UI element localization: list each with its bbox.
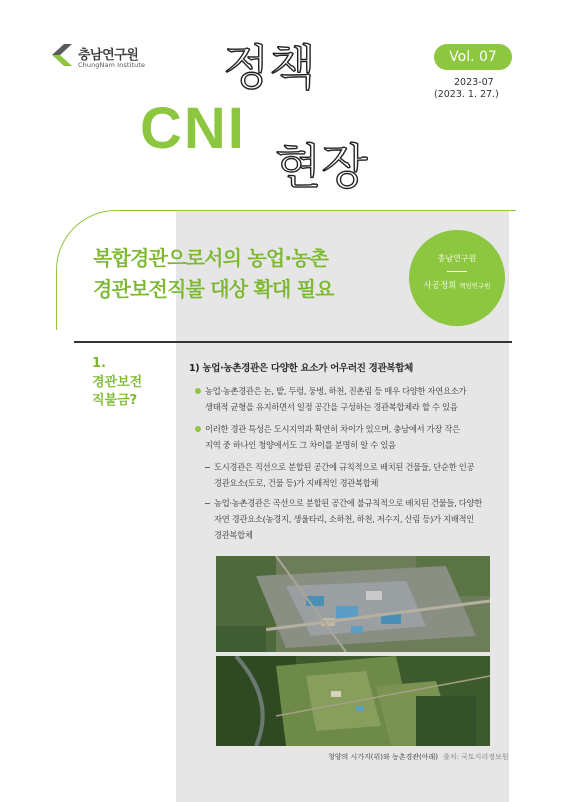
org-name-en: ChungNam Institute	[78, 61, 146, 69]
dash-text-line: 경관요소(도로, 건물 등)가 지배적인 경관복합체	[214, 478, 379, 488]
section-divider	[74, 341, 512, 343]
bullet-dot-icon	[195, 388, 201, 394]
dash-mark: −	[204, 462, 211, 472]
bullet-item	[205, 421, 498, 453]
caption-text: 청양의 시가지(위)와 농촌경관(아래)	[328, 753, 439, 761]
bullet-text-line: 생태적 균형을 유지하면서 일정 공간을 구성하는 경관복합체라 할 수 있음	[205, 402, 458, 412]
headline-line-1: 복합경관으로서의 농업·농촌	[93, 246, 329, 270]
section-title	[92, 374, 142, 410]
dash-mark: −	[204, 498, 211, 508]
title-korean-2: 현장	[275, 139, 368, 195]
bullet-text-line: 농업·농촌경관은 논, 밭, 두렁, 둥벙, 하천, 진촌림 등 매우 다양한 자연요소가	[205, 386, 467, 396]
author-divider	[447, 271, 467, 272]
headline-line-2: 경관보전직불 대상 확대 필요	[93, 277, 334, 301]
org-name: 충남연구원	[78, 48, 139, 63]
publication-title	[140, 36, 410, 196]
title-korean-1: 정책	[223, 40, 316, 96]
author-badge	[409, 230, 505, 326]
dash-item	[204, 495, 504, 543]
bullet-item	[205, 383, 498, 415]
bullet-text-line: 지역 중 하나인 청양에서도 그 차이를 분명히 알 수 있음	[205, 440, 396, 450]
bullet-text-line: 이러한 경관 특성은 도시지역과 확연히 차이가 있으며, 충남에서 가장 작은	[205, 424, 460, 434]
photo-caption	[328, 752, 509, 762]
author-role: 책임연구원	[459, 282, 491, 290]
issue-code: 2023-07	[454, 77, 494, 88]
rural-aerial-photo	[216, 656, 490, 746]
dash-item	[204, 459, 504, 491]
cni-logo-icon	[52, 44, 72, 66]
headline	[93, 243, 334, 305]
section-title-line-1: 경관보전	[92, 375, 143, 390]
issue-info	[434, 77, 530, 101]
dash-text-line: 도시경관은 직선으로 분할된 공간에 규칙적으로 배치된 건물들, 단순한 인공	[214, 462, 475, 472]
author-name: 사공정희	[423, 281, 457, 291]
bullet-dot-icon	[195, 426, 201, 432]
volume-badge: Vol. 07	[434, 44, 512, 70]
issue-date: (2023. 1. 27.)	[434, 89, 499, 100]
dash-text-line: 경관복합체	[214, 530, 253, 540]
title-latin: CNI	[140, 96, 246, 161]
author-org: 충남연구원	[437, 254, 477, 263]
subheading: 1) 농업·농촌경관은 다양한 요소가 어우러진 경관복합체	[189, 363, 413, 374]
section-title-line-2: 직불금?	[92, 393, 138, 408]
caption-source: 출처: 국토지리정보원	[443, 753, 509, 761]
dash-text-line: 자연 경관요소(농경지, 생울타리, 소하천, 하천, 저수지, 산림 등)가 지배적인	[214, 514, 474, 524]
section-number: 1.	[92, 356, 106, 371]
urban-aerial-photo	[216, 556, 490, 652]
dash-text-line: 농업·농촌경관은 곡선으로 분할된 공간에 불규칙적으로 배치된 건물들, 다양한	[214, 498, 482, 508]
